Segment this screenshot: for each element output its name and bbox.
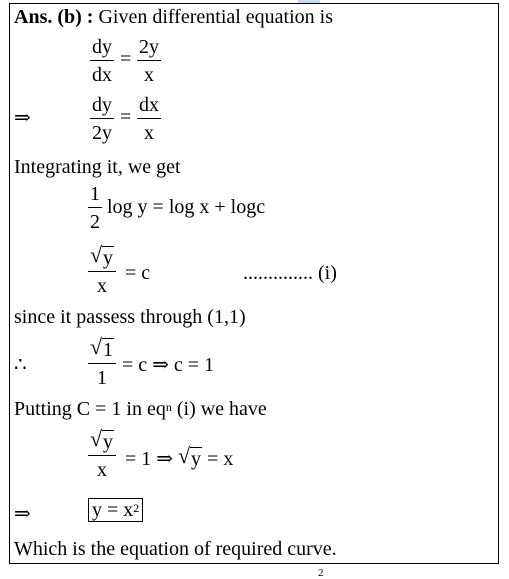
eq1-left-fraction: $\frac{dy}{dx}$ xyxy=(92,36,112,86)
eq2-right-fraction: $\frac{dx}{x}$ xyxy=(139,94,159,144)
eq6-fraction: √ y x xyxy=(88,430,116,481)
therefore-symbol: ∴ xyxy=(14,354,27,376)
passes-line: since it passess through (1,1) xyxy=(14,306,246,328)
sqrt-icon: √ xyxy=(90,426,103,451)
sqrt-icon: √ xyxy=(90,334,103,359)
implies-arrow: ⇒ xyxy=(14,107,31,129)
eq5-rest: = c ⇒ c = 1 xyxy=(122,354,215,376)
eq3-log-expression: log y = log x + logc xyxy=(107,196,266,218)
eq5-fraction: √ 1 1 xyxy=(88,338,116,389)
equation-ref-i: .............. (i) xyxy=(243,262,337,284)
sqrt-icon: √ xyxy=(178,443,191,468)
eq1-right-fraction: $\frac{2y}{x}$ xyxy=(139,36,159,86)
final-answer-box: $y = x^2$ xyxy=(88,498,143,522)
eq4-fraction: √ y x xyxy=(88,246,116,297)
answer-label: Ans. (b) : xyxy=(14,6,94,28)
eq2-left-fraction: $\frac{dy}{2y}$ xyxy=(92,94,112,144)
footer-mark: 2 xyxy=(318,567,324,579)
eq2-equals: = xyxy=(120,106,132,128)
eq1-equals: = xyxy=(120,48,132,70)
eq4-equals-c: = c xyxy=(125,262,151,284)
sqrt-icon: √ xyxy=(90,242,103,267)
putting-line: Putting C = 1 in $eq^n$ (i) we have xyxy=(14,398,267,420)
answer-header xyxy=(14,6,333,28)
header-text: Given differential equation is xyxy=(93,6,334,28)
implies-arrow: ⇒ xyxy=(14,503,31,525)
integrating-line: Integrating it, we get xyxy=(14,156,181,178)
conclusion-line: Which is the equation of required curve. xyxy=(14,538,337,560)
eq6-mid: = 1 ⇒ √ y = x xyxy=(125,443,234,470)
eq3-half-fraction: $\frac{1}{2}$ xyxy=(90,183,100,233)
